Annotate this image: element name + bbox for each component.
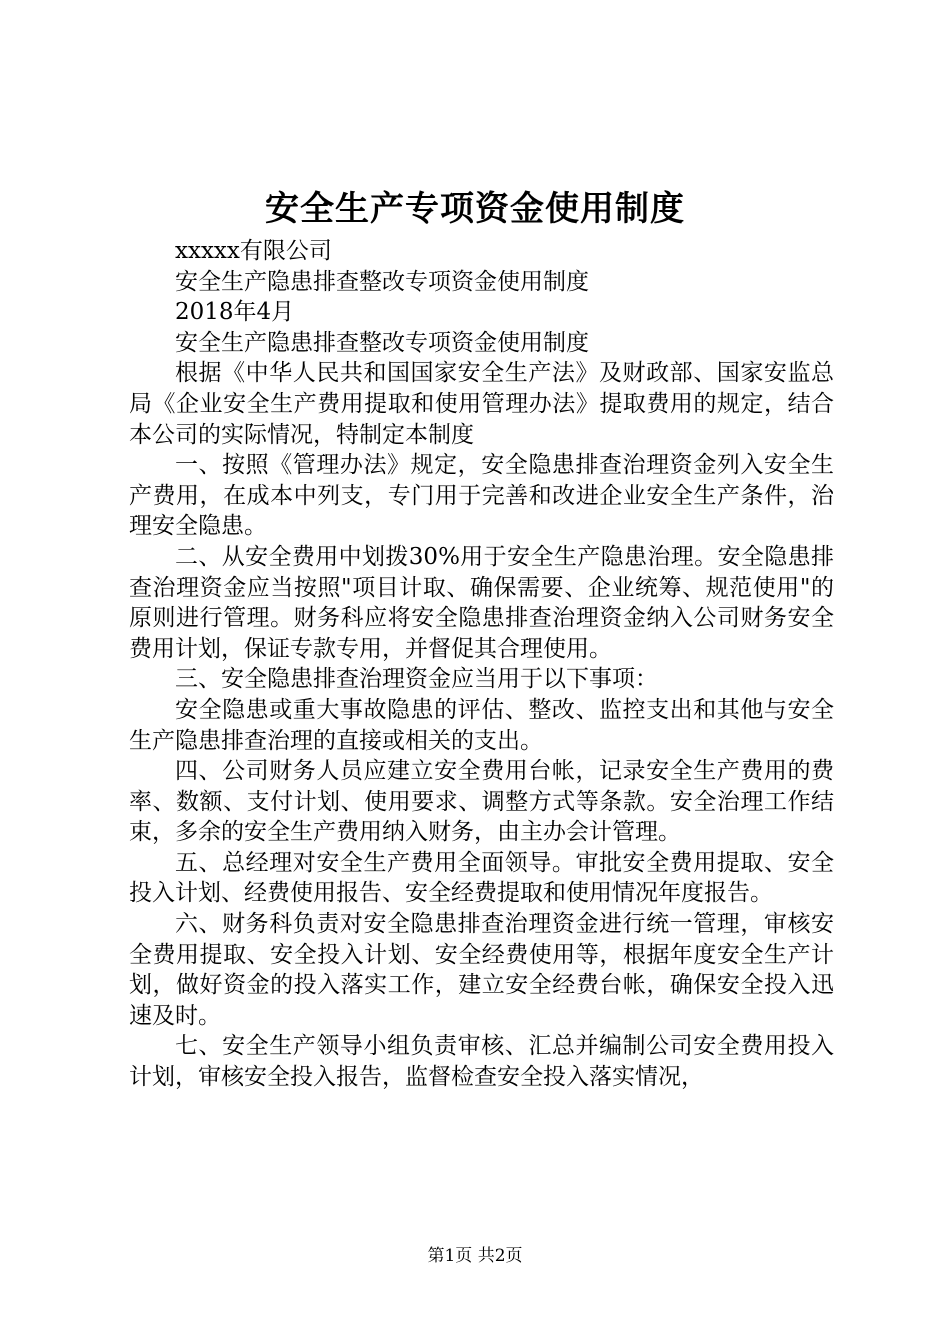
paragraph-clause-3: 三、安全隐患排查治理资金应当用于以下事项： bbox=[175, 666, 658, 693]
paragraph-clause-4: 四、公司财务人员应建立安全费用台帐，记录安全生产费用的费率、数额、支付计划、使用要求、调整方式等条款。安全治理工作结束，多余的安全生产费用纳入财务，由主办会计管理。 bbox=[129, 758, 834, 846]
page-number-footer: 第1页 共2页 bbox=[427, 1246, 523, 1266]
paragraph-clause-3-detail: 安全隐患或重大事故隐患的评估、整改、监控支出和其他与安全生产隐患排查治理的直接或相关的支出。 bbox=[129, 696, 834, 754]
paragraph-clause-7: 七、安全生产领导小组负责审核、汇总并编制公司安全费用投入计划，审核安全投入报告，监督检查安全投入落实情况， bbox=[129, 1033, 834, 1091]
date-line: 2018年4月 bbox=[175, 299, 295, 326]
paragraph-clause-6: 六、财务科负责对安全隐患排查治理资金进行统一管理，审核安全费用提取、安全投入计划、安全经费使用等，根据年度安全生产计划，做好资金的投入落实工作，建立安全经费台帐，确保安全投入迅速及时。 bbox=[129, 911, 834, 1029]
paragraph-clause-5: 五、总经理对安全生产费用全面领导。审批安全费用提取、安全投入计划、经费使用报告、安全经费提取和使用情况年度报告。 bbox=[129, 849, 834, 907]
paragraph-intro: 根据《中华人民共和国国家安全生产法》及财政部、国家安监总局《企业安全生产费用提取和使用管理办法》提取费用的规定，结合本公司的实际情况，特制定本制度 bbox=[129, 360, 834, 448]
subtitle-line: 安全生产隐患排查整改专项资金使用制度 bbox=[175, 268, 589, 295]
paragraph-clause-1: 一、按照《管理办法》规定，安全隐患排查治理资金列入安全生产费用，在成本中列支，专门用于完善和改进企业安全生产条件，治理安全隐患。 bbox=[129, 452, 834, 540]
paragraph-clause-2: 二、从安全费用中划拨30%用于安全生产隐患治理。安全隐患排查治理资金应当按照"项目计取、确保需要、企业统筹、规范使用"的原则进行管理。财务科应将安全隐患排查治理资金纳入公司财务安全费用计划，保证专款专用，并督促其合理使用。 bbox=[129, 543, 834, 662]
heading-line: 安全生产隐患排查整改专项资金使用制度 bbox=[175, 329, 589, 356]
document-body bbox=[129, 236, 834, 1093]
document-title: 安全生产专项资金使用制度 bbox=[265, 189, 685, 229]
company-name-line: xxxxx有限公司 bbox=[175, 238, 332, 264]
